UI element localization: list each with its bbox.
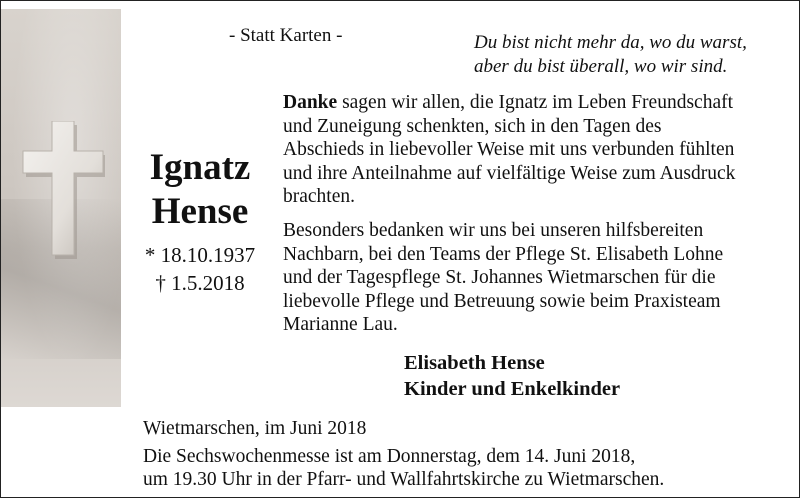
signer-line: Kinder und Enkelkinder — [404, 378, 621, 400]
stone-cross-icon — [19, 121, 105, 261]
notice-line: Die Sechswochenmesse ist am Donnerstag, dem 14. Juni 2018, — [143, 445, 636, 467]
paragraph-line: brachten. — [283, 186, 356, 207]
paragraph-text: sagen wir allen, die Ignatz im Leben Freundschaft — [337, 92, 734, 113]
last-name: Hense — [151, 191, 249, 232]
birth-date: * 18.10.1937 — [144, 243, 256, 267]
notice-line: um 19.30 Uhr in der Pfarr- und Wallfahrtskirche zu Wietmarschen. — [143, 469, 665, 490]
danke-word: Danke — [283, 92, 338, 113]
paragraph-line: Nachbarn, bei den Teams der Pflege St. Elisabeth Lohne — [283, 243, 724, 265]
paragraph-line: liebevolle Pflege und Betreuung sowie beim Praxisteam — [283, 290, 721, 312]
motto-line: Du bist nicht mehr da, wo du warst, — [474, 32, 747, 53]
thanks-paragraph — [283, 91, 735, 209]
paragraph-line: und ihre Anteilnahme auf vielfältige Weise zum Ausdruck — [283, 162, 736, 184]
life-dates — [127, 241, 273, 297]
paragraph-line: Marianne Lau. — [283, 314, 398, 335]
special-thanks-paragraph — [283, 219, 723, 337]
deceased-name — [127, 146, 273, 234]
paragraph-line — [283, 91, 735, 115]
motto-line: aber du bist überall, wo wir sind. — [474, 56, 728, 77]
motto — [474, 31, 747, 79]
place-date: Wietmarschen, im Juni 2018 — [143, 418, 367, 439]
paragraph-line: und der Tagespflege St. Johannes Wietmarschen für die — [283, 267, 716, 288]
death-date: † 1.5.2018 — [155, 271, 245, 295]
cross-photo — [1, 9, 121, 407]
statt-karten: - Statt Karten - — [229, 25, 343, 46]
paragraph-line: und Zuneigung schenkten, sich in den Tagen des — [283, 115, 662, 137]
first-name: Ignatz — [149, 147, 251, 188]
signer-line: Elisabeth Hense — [404, 352, 545, 374]
footer — [143, 417, 664, 492]
signers — [404, 350, 620, 402]
paragraph-line: Abschieds in liebevoller Weise mit uns verbunden fühlten — [283, 139, 735, 160]
paragraph-line: Besonders bedanken wir uns bei unseren hilfsbereiten — [283, 220, 704, 241]
